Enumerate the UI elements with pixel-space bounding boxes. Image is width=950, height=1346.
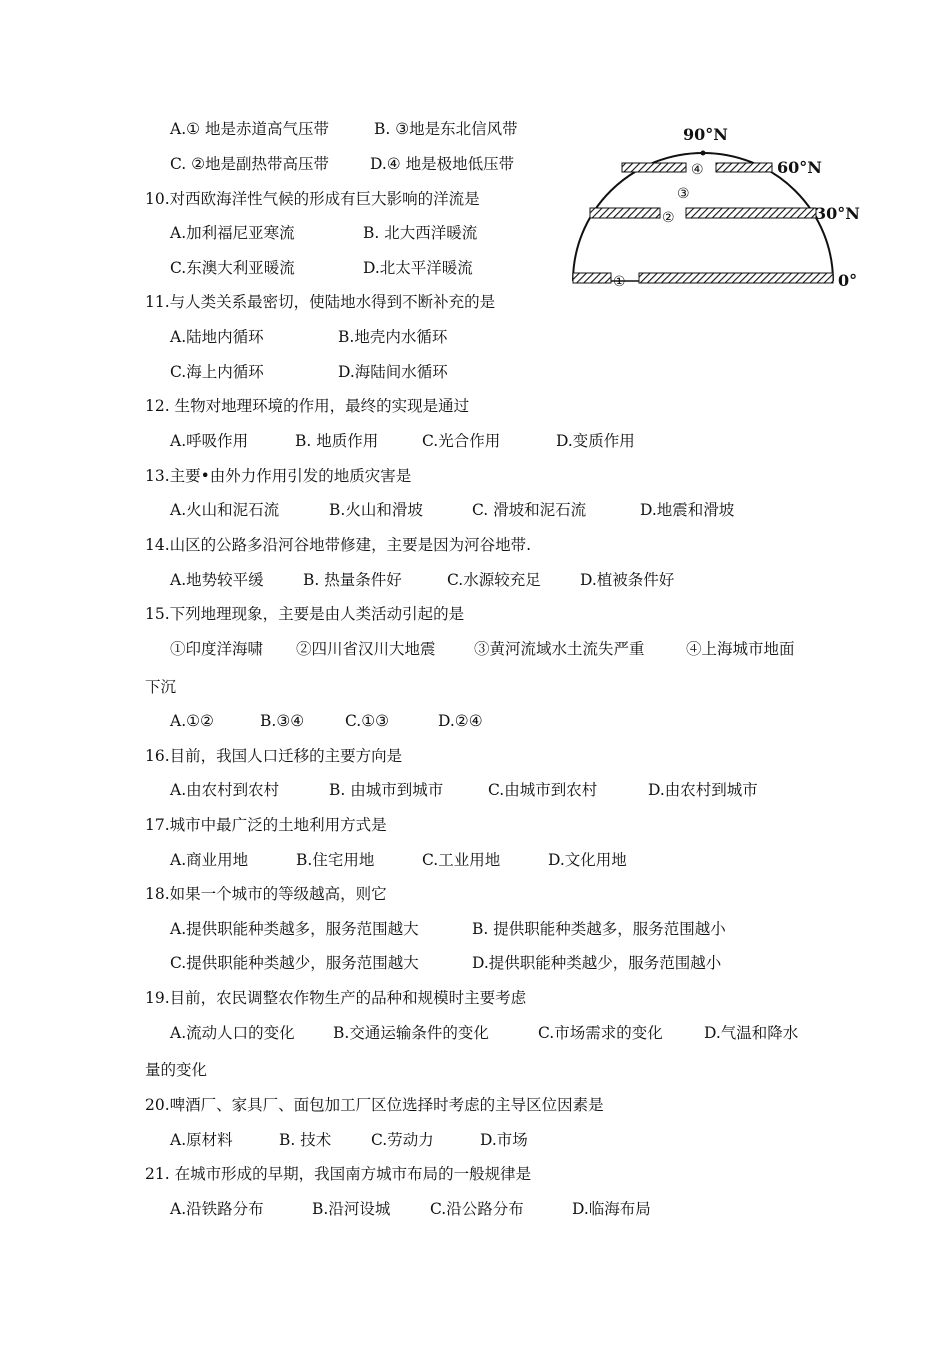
- q16-option-b[interactable]: B. 由城市到城市: [329, 781, 444, 799]
- q15-option-a[interactable]: A.①②: [170, 712, 214, 730]
- belt-2-right: [686, 208, 816, 218]
- q9-option-a[interactable]: A.① 地是赤道高气压带: [170, 120, 329, 138]
- belt-1-left: [573, 273, 611, 283]
- q12-option-d[interactable]: D.变质作用: [556, 432, 635, 450]
- q14-stem: 14.山区的公路多沿河谷地带修建，主要是因为河谷地带.: [145, 536, 532, 554]
- q10-stem: 10.对西欧海洋性气候的形成有巨大影响的洋流是: [145, 190, 480, 208]
- belt-4-left: [622, 163, 686, 172]
- q14-option-c[interactable]: C.水源较充足: [447, 571, 541, 589]
- q21-option-d[interactable]: D.临海布局: [572, 1200, 651, 1218]
- q9-option-b[interactable]: B. ③地是东北信风带: [374, 120, 518, 138]
- q21-option-c[interactable]: C.沿公路分布: [430, 1200, 524, 1218]
- q19-option-a[interactable]: A.流动人口的变化: [170, 1024, 295, 1042]
- q12-option-a[interactable]: A.呼吸作用: [170, 432, 249, 450]
- q11-option-a[interactable]: A.陆地内循环: [170, 328, 264, 346]
- q10-option-d[interactable]: D.北太平洋暖流: [363, 259, 473, 277]
- marker-4: ④: [691, 162, 704, 178]
- q18-option-a[interactable]: A.提供职能种类越多，服务范围越大: [170, 920, 419, 938]
- belt-4-right: [716, 163, 772, 172]
- q15-option-d[interactable]: D.②④: [438, 712, 483, 730]
- q15-option-b[interactable]: B.③④: [260, 712, 305, 730]
- q15-item-4-continued: 下沉: [145, 678, 177, 696]
- belt-2-left: [590, 208, 660, 218]
- q17-stem: 17.城市中最广泛的土地利用方式是: [145, 816, 387, 834]
- q20-option-a[interactable]: A.原材料: [170, 1131, 233, 1149]
- q9-option-c[interactable]: C. ②地是副热带高压带: [170, 155, 330, 173]
- q21-option-a[interactable]: A.沿铁路分布: [170, 1200, 264, 1218]
- q14-option-d[interactable]: D.植被条件好: [580, 571, 675, 589]
- label-0: 0°: [838, 271, 858, 290]
- label-30n: 30°N: [815, 204, 860, 223]
- q15-item-1: ①印度洋海啸: [170, 640, 264, 658]
- q18-option-d[interactable]: D.提供职能种类越少，服务范围越小: [472, 954, 722, 972]
- q19-option-c[interactable]: C.市场需求的变化: [538, 1024, 663, 1042]
- q16-option-d[interactable]: D.由农村到城市: [648, 781, 758, 799]
- q21-stem: 21. 在城市形成的早期，我国南方城市布局的一般规律是: [145, 1165, 532, 1183]
- q18-stem: 18.如果一个城市的等级越高，则它: [145, 885, 387, 903]
- marker-3: ③: [677, 186, 690, 202]
- q12-option-b[interactable]: B. 地质作用: [295, 432, 379, 450]
- q13-stem: 13.主要•由外力作用引发的地质灾害是: [145, 467, 412, 485]
- q15-option-c[interactable]: C.①③: [345, 712, 390, 730]
- q17-option-d[interactable]: D.文化用地: [548, 851, 627, 869]
- q13-option-a[interactable]: A.火山和泥石流: [170, 501, 280, 519]
- label-90n: 90°N: [683, 125, 728, 144]
- q16-option-c[interactable]: C.由城市到农村: [488, 781, 598, 799]
- q16-option-a[interactable]: A.由农村到农村: [170, 781, 280, 799]
- q18-option-b[interactable]: B. 提供职能种类越多，服务范围越小: [472, 920, 726, 938]
- q19-option-b[interactable]: B.交通运输条件的变化: [333, 1024, 489, 1042]
- q16-stem: 16.目前，我国人口迁移的主要方向是: [145, 747, 403, 765]
- marker-2: ②: [662, 210, 675, 226]
- q15-item-2: ②四川省汉川大地震: [296, 640, 436, 658]
- q20-option-b[interactable]: B. 技术: [279, 1131, 332, 1149]
- q18-option-c[interactable]: C.提供职能种类越少，服务范围越大: [170, 954, 419, 972]
- q15-item-3: ③黄河流域水土流失严重: [474, 640, 645, 658]
- q9-option-d[interactable]: D.④ 地是极地低压带: [370, 155, 515, 173]
- q14-option-b[interactable]: B. 热量条件好: [303, 571, 402, 589]
- label-60n: 60°N: [777, 158, 822, 177]
- q20-stem: 20.啤酒厂、家具厂、面包加工厂区位选择时考虑的主导区位因素是: [145, 1096, 604, 1114]
- q12-stem: 12. 生物对地理环境的作用，最终的实现是通过: [145, 397, 470, 415]
- q15-stem: 15.下列地理现象，主要是由人类活动引起的是: [145, 605, 465, 623]
- q10-option-b[interactable]: B. 北大西洋暖流: [363, 224, 478, 242]
- q13-option-d[interactable]: D.地震和滑坡: [640, 501, 735, 519]
- q12-option-c[interactable]: C.光合作用: [422, 432, 501, 450]
- q17-option-b[interactable]: B.住宅用地: [296, 851, 375, 869]
- q20-option-c[interactable]: C.劳动力: [371, 1131, 434, 1149]
- q19-stem: 19.目前，农民调整农作物生产的品种和规模时主要考虑: [145, 989, 527, 1007]
- q20-option-d[interactable]: D.市场: [480, 1131, 528, 1149]
- belt-1-right: [639, 273, 833, 283]
- q19-option-d[interactable]: D.气温和降水: [704, 1024, 799, 1042]
- q11-option-b[interactable]: B.地壳内水循环: [338, 328, 448, 346]
- q21-option-b[interactable]: B.沿河设城: [312, 1200, 391, 1218]
- q15-item-4: ④上海城市地面: [686, 640, 795, 658]
- q17-option-a[interactable]: A.商业用地: [170, 851, 249, 869]
- q11-option-c[interactable]: C.海上内循环: [170, 363, 264, 381]
- q10-option-c[interactable]: C.东澳大利亚暖流: [170, 259, 295, 277]
- pressure-belt-diagram: [566, 116, 866, 296]
- q10-option-a[interactable]: A.加利福尼亚寒流: [170, 224, 295, 242]
- q11-stem: 11.与人类关系最密切，使陆地水得到不断补充的是: [145, 293, 496, 311]
- marker-1: ①: [613, 274, 626, 290]
- north-pole-point: [701, 151, 706, 156]
- q13-option-b[interactable]: B.火山和滑坡: [329, 501, 423, 519]
- q13-option-c[interactable]: C. 滑坡和泥石流: [472, 501, 587, 519]
- q11-option-d[interactable]: D.海陆间水循环: [338, 363, 448, 381]
- q19-option-d-continued: 量的变化: [145, 1061, 208, 1079]
- q17-option-c[interactable]: C.工业用地: [422, 851, 501, 869]
- q14-option-a[interactable]: A.地势较平缓: [170, 571, 264, 589]
